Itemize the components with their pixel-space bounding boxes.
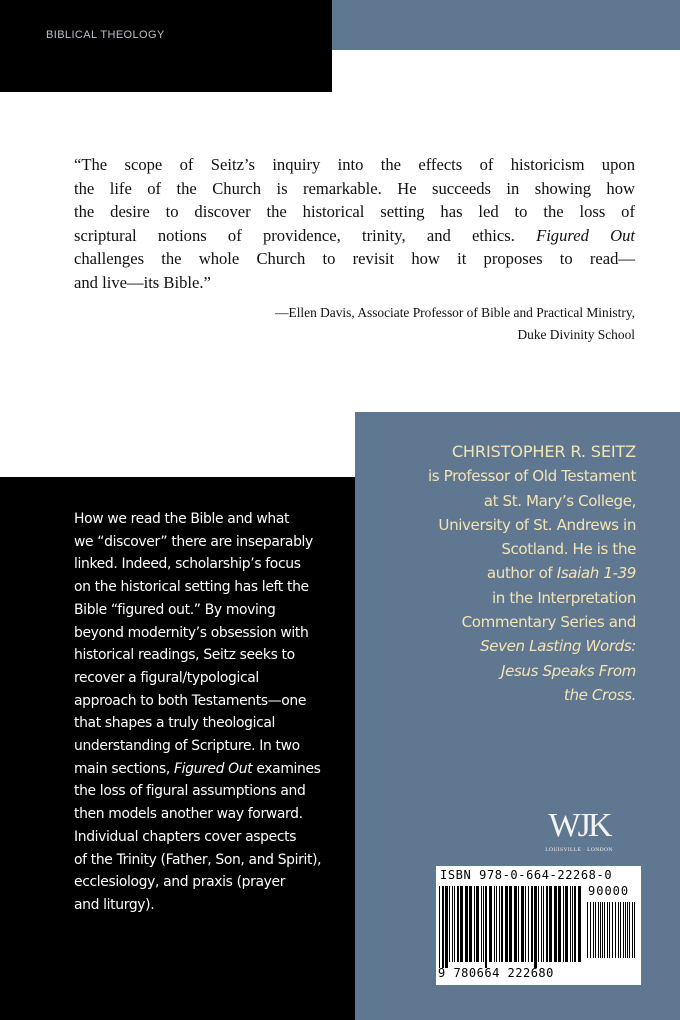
publisher-logo-letters: WJK	[548, 807, 610, 844]
description-line: then models another way forward.	[74, 806, 303, 823]
description-line: beyond modernity’s obsession with	[74, 624, 309, 641]
bio-line: in the Interpretation	[492, 588, 636, 607]
publisher-logo-subtitle: LOUISVILLE · LONDON	[545, 847, 613, 853]
description-line: approach to both Testaments—one	[74, 692, 307, 709]
description-line: and liturgy).	[74, 896, 155, 913]
description-line: How we read the Bible and what	[74, 511, 290, 527]
top-blue-panel	[332, 0, 680, 50]
quote-line: the desire to discover the historical setting has led to the loss of	[74, 202, 635, 222]
bio-line-text: author of	[486, 564, 553, 583]
description-line: on the historical setting has left the	[74, 579, 309, 596]
book-title-italic: Figured Out	[173, 760, 253, 777]
description-line: recover a figural/typological	[74, 669, 259, 686]
description-line: Individual chapters cover aspects	[74, 828, 297, 845]
bio-line	[346, 683, 636, 707]
isbn-barcode	[436, 866, 641, 985]
description-line: we “discover” there are inseparably	[74, 533, 313, 550]
quote-line: and live—its Bible.”	[74, 272, 211, 292]
bio-line: Commentary Series and	[461, 613, 636, 632]
book-title-italic: Jesus Speaks From	[501, 661, 636, 680]
quote-line: “The scope of Seitz’s inquiry into the effects of historicism upon	[74, 155, 635, 174]
description-line: that shapes a truly theological	[74, 715, 276, 732]
isbn-number: ISBN 978-0-664-22268-0	[440, 868, 613, 882]
description-line: Bible “figured out.” By moving	[74, 601, 276, 618]
book-title-italic: Figured Out	[536, 225, 635, 245]
description-line: understanding of Scripture. In two	[74, 738, 300, 755]
bio-line: is Professor of Old Testament	[427, 467, 636, 486]
bio-line	[346, 634, 636, 658]
quote-line: challenges the whole Church to revisit how it proposes to read—	[74, 249, 635, 269]
attribution-line: —Ellen Davis, Associate Professor of Bible and Practical Ministry,	[275, 305, 635, 320]
barcode-addon-bars-icon	[586, 902, 638, 964]
description-line: ecclesiology, and praxis (prayer	[74, 874, 286, 891]
publisher-logo	[524, 806, 634, 856]
bio-line: University of St. Andrews in	[438, 515, 636, 534]
description-line-text: examines	[256, 760, 321, 777]
description-line: historical readings, Seitz seeks to	[74, 647, 295, 664]
quote-attribution	[75, 302, 635, 346]
top-black-panel	[0, 0, 332, 92]
quote-line	[74, 224, 635, 248]
barcode-bars-icon	[438, 886, 582, 968]
description-line	[74, 758, 344, 781]
ean-digits: 9 780664 222680	[438, 966, 554, 980]
category-label: BIBLICAL THEOLOGY	[46, 29, 165, 41]
bio-line: at St. Mary’s College,	[483, 491, 636, 510]
book-title-italic: the Cross.	[563, 685, 636, 704]
book-title-italic: Isaiah 1-39	[556, 564, 636, 583]
endorsement-quote	[74, 153, 635, 295]
book-title-italic: Seven Lasting Words:	[480, 637, 636, 656]
description-line: the loss of figural assumptions and	[74, 783, 306, 800]
description-line: linked. Indeed, scholarship’s focus	[74, 556, 301, 573]
book-description	[74, 508, 344, 917]
bio-line	[346, 561, 636, 585]
bio-line: Scotland. He is the	[501, 540, 636, 559]
description-line: of the Trinity (Father, Son, and Spirit),	[74, 851, 322, 868]
attribution-line: Duke Divinity School	[517, 327, 635, 342]
author-bio	[346, 440, 636, 707]
barcode-addon-digits: 90000	[588, 884, 630, 898]
quote-line: the life of the Church is remarkable. He succeeds in showing how	[74, 178, 635, 198]
quote-line-text: scriptural notions of providence, trinity, and ethics.	[74, 225, 515, 245]
author-name: CHRISTOPHER R. SEITZ	[451, 442, 636, 461]
bio-line	[346, 659, 636, 683]
description-line-text: main sections,	[74, 760, 170, 777]
